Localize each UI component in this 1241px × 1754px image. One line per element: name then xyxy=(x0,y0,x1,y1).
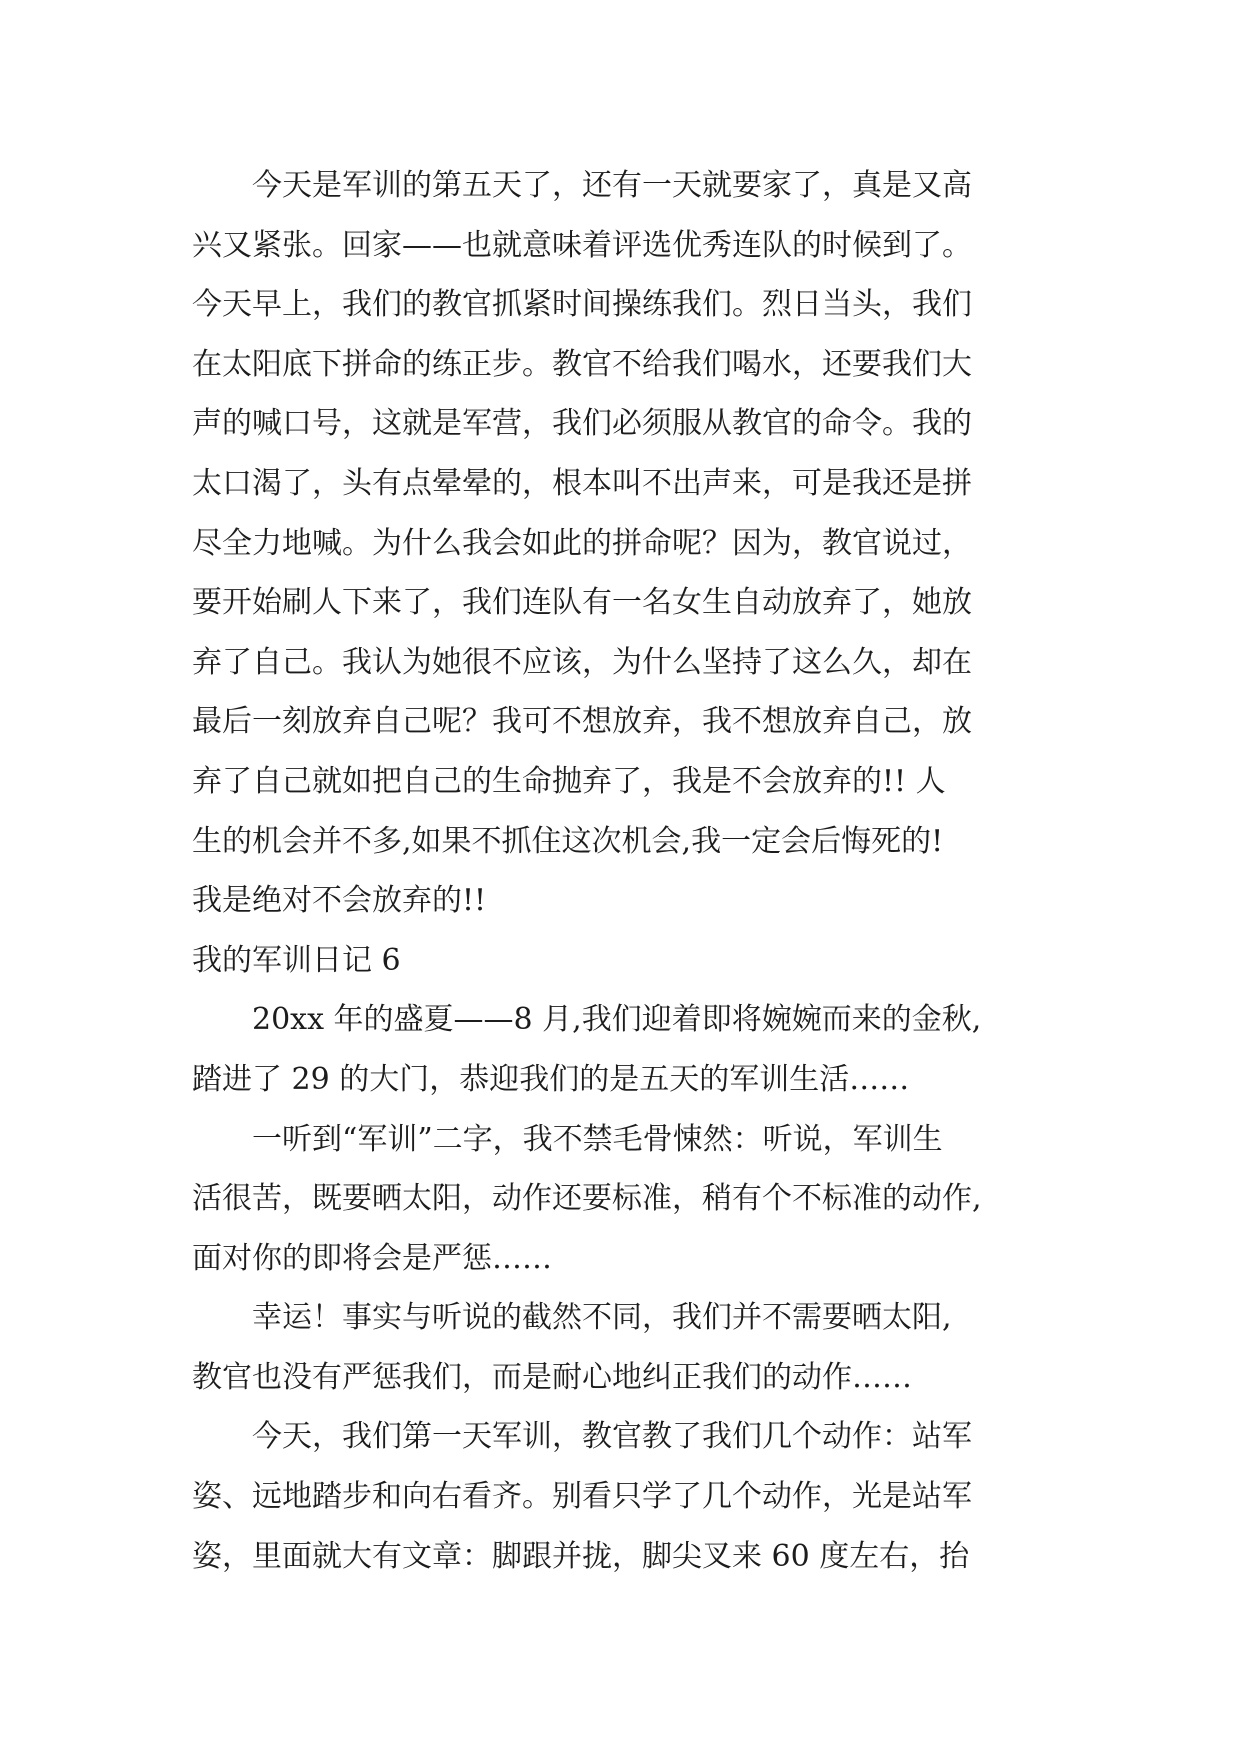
text-line: 今天，我们第一天军训，教官教了我们几个动作：站军 xyxy=(252,1419,972,1455)
text-line: 今天早上，我们的教官抓紧时间操练我们。烈日当头，我们 xyxy=(192,287,972,323)
text-line: 一听到“军训”二字，我不禁毛骨悚然：听说，军训生 xyxy=(252,1121,943,1157)
text-line: 踏进了 29 的大门，恭迎我们的是五天的军训生活…… xyxy=(192,1061,910,1097)
text-line: 教官也没有严惩我们，而是耐心地纠正我们的动作…… xyxy=(192,1359,912,1395)
section-heading: 我的军训日记 6 xyxy=(192,942,401,978)
text-line: 兴又紧张。回家——也就意味着评选优秀连队的时候到了。 xyxy=(192,227,972,263)
text-line: 太口渴了，头有点晕晕的，根本叫不出声来，可是我还是拼 xyxy=(192,465,972,501)
text-line: 要开始刷人下来了，我们连队有一名女生自动放弃了，她放 xyxy=(192,585,972,621)
document-body xyxy=(192,156,1072,1586)
text-line: 生的机会并不多,如果不抓住这次机会,我一定会后悔死的! xyxy=(192,823,944,859)
text-line: 我是绝对不会放弃的!! xyxy=(192,883,487,919)
text-line: 20xx 年的盛夏——8 月,我们迎着即将婉婉而来的金秋, xyxy=(252,1002,982,1038)
text-line: 幸运！事实与听说的截然不同，我们并不需要晒太阳, xyxy=(252,1300,952,1336)
text-line: 今天是军训的第五天了，还有一天就要家了，真是又高 xyxy=(252,168,972,203)
text-line: 面对你的即将会是严惩…… xyxy=(192,1240,552,1276)
text-line: 姿，里面就大有文章：脚跟并拢，脚尖叉来 60 度左右，抬 xyxy=(192,1538,970,1574)
text-line: 弃了自己。我认为她很不应该，为什么坚持了这么久，却在 xyxy=(192,644,972,680)
text-line: 姿、远地踏步和向右看齐。别看只学了几个动作，光是站军 xyxy=(192,1479,972,1515)
text-line: 活很苦，既要晒太阳，动作还要标准，稍有个不标准的动作, xyxy=(192,1181,982,1217)
text-line: 尽全力地喊。为什么我会如此的拼命呢？因为，教官说过， xyxy=(192,525,972,561)
text-line: 声的喊口号，这就是军营，我们必须服从教官的命令。我的 xyxy=(192,406,972,442)
text-line: 在太阳底下拼命的练正步。教官不给我们喝水，还要我们大 xyxy=(192,346,972,382)
text-line: 最后一刻放弃自己呢？我可不想放弃，我不想放弃自己，放 xyxy=(192,704,972,740)
text-line: 弃了自己就如把自己的生命抛弃了，我是不会放弃的!! 人 xyxy=(192,763,946,799)
